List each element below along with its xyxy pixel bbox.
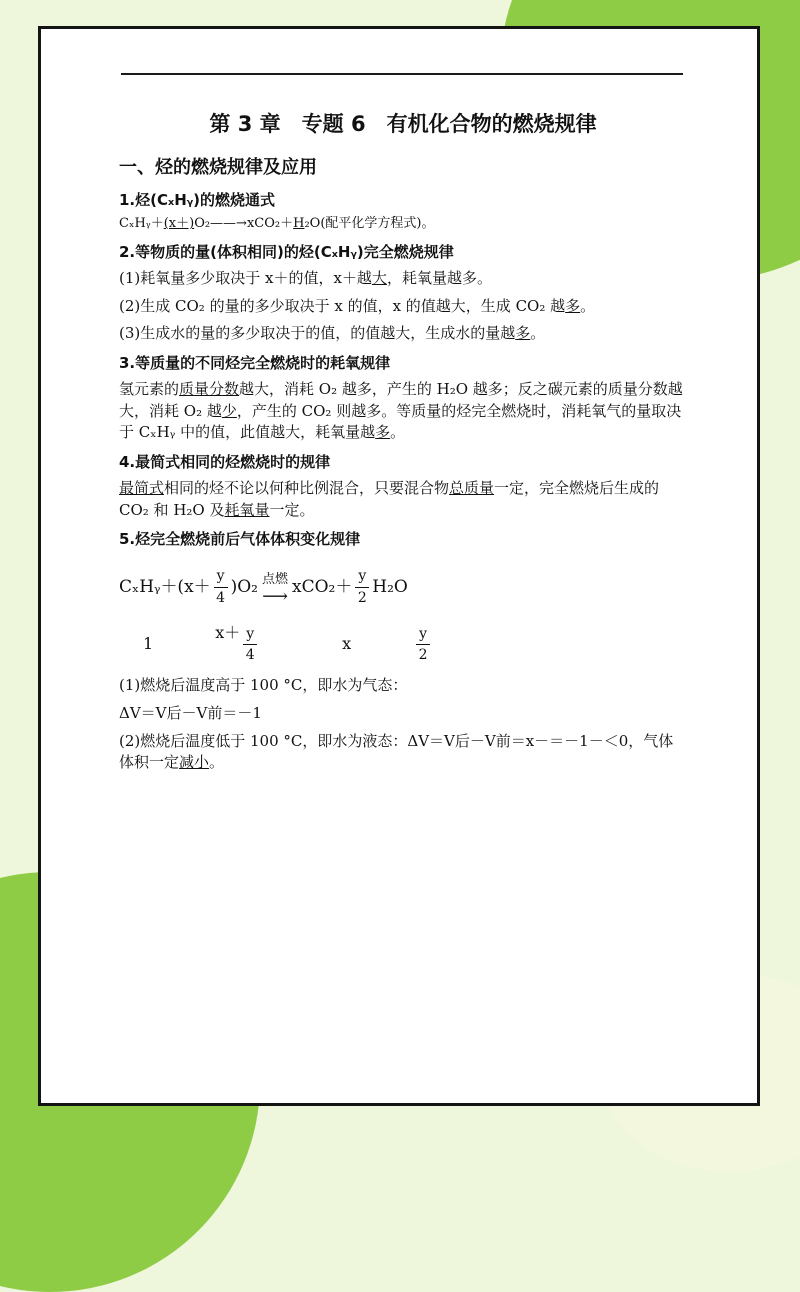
eq-reactant: CₓHᵧ (119, 576, 161, 597)
fraction-denominator: 2 (357, 589, 367, 606)
paragraph-2-3 (119, 323, 687, 345)
general-equation (119, 215, 687, 234)
fraction-numerator: y (243, 624, 257, 645)
text-span: 。 (209, 753, 225, 772)
underlined-blank: 少 (221, 401, 237, 420)
paragraph-5-3 (119, 731, 687, 775)
equation-line (119, 561, 687, 613)
underlined-blank: 大 (371, 268, 387, 287)
subheading-2: 2.等物质的量(体积相同)的烃(CₓHᵧ)完全燃烧规律 (119, 243, 454, 262)
page-title: 第 3 章 专题 6 有机化合物的燃烧规律 (209, 112, 597, 136)
text-span: O₂——→xCO₂＋ (194, 216, 294, 232)
underlined-blank: 多 (565, 296, 581, 315)
reaction-arrow (261, 571, 288, 607)
eq-product: xCO₂＋ (292, 576, 353, 597)
text-span: 。 (530, 324, 546, 343)
underlined-blank: 减小 (179, 753, 210, 772)
subheading-5: 5.烃完全燃烧前后气体体积变化规律 (119, 530, 361, 549)
underlined-blank: 最简式 (119, 478, 165, 497)
fraction-denominator: 4 (245, 647, 255, 664)
subheading-4: 4.最简式相同的烃燃烧时的规律 (119, 453, 331, 472)
text-span: 越大，消耗 O₂ 越多，产生的 H₂O 越多；反之碳元素的质量分数越大，消耗 O₂ 越 (119, 379, 683, 420)
eq-product: H₂O (372, 576, 408, 597)
paragraph-5-1: (1)燃烧后温度高于 100 °C，即水为气态： (119, 676, 408, 695)
text-span: ₂O(配平化学方程式)。 (304, 216, 435, 232)
text-span: (2)生成 CO₂ 的量的多少取决于 x 的值，x 的值越大，生成 CO₂ 越 (119, 296, 566, 315)
fraction-numerator: y (214, 566, 228, 587)
fraction-y-over-2 (416, 624, 430, 666)
text-span: 相同的烃不论以何种比例混合，只要混合物 (164, 478, 450, 497)
paragraph-2-2 (119, 296, 687, 318)
eq-text: ＋(x＋ (160, 576, 211, 597)
text-span: 一定，完全燃烧后生成的 CO₂ 和 H₂O 及 (119, 478, 660, 519)
fraction-y-over-4 (243, 624, 257, 666)
document-page (38, 26, 760, 1106)
coef-2 (215, 621, 260, 666)
subheading-3: 3.等质量的不同烃完全燃烧时的耗氧规律 (119, 354, 391, 373)
paragraph-3 (119, 379, 687, 444)
fraction-denominator: 4 (216, 589, 226, 606)
fraction-y-over-2 (355, 566, 369, 608)
coef-text: x＋ (215, 622, 241, 642)
underlined-blank: 多 (515, 324, 531, 343)
fraction-denominator: 2 (418, 647, 428, 664)
underlined-blank: (x＋) (163, 216, 195, 232)
text-span: (2)燃烧后温度低于 100 °C，即水为液态：ΔV＝V后－V前＝x－＝－1－＜0，气体体积一定 (119, 731, 674, 772)
text-span: (1)耗氧量多少取决于 x＋的值，x＋越 (119, 268, 372, 287)
text-span: 一定。 (269, 500, 315, 519)
fraction-y-over-4 (214, 566, 228, 608)
text-span: 。 (580, 296, 596, 315)
subheading-1: 1.烃(CₓHᵧ)的燃烧通式 (119, 190, 276, 209)
text-span: 氢元素的 (119, 379, 180, 398)
coefficient-line (119, 613, 687, 673)
arrow-icon: ⟶ (262, 585, 288, 607)
underlined-blank: 耗氧量 (224, 500, 270, 519)
eq-text: )O₂ (230, 576, 258, 597)
text-span: CₓHᵧ＋ (119, 216, 164, 232)
text-span: (3)生成水的量的多少取决于的值，的值越大，生成水的量越 (119, 324, 516, 343)
section-heading: 一、烃的燃烧规律及应用 (119, 157, 317, 179)
underlined-blank: H (293, 216, 305, 232)
underlined-blank: 质量分数 (179, 379, 240, 398)
combustion-equation (119, 561, 687, 673)
fraction-numerator: y (416, 624, 430, 645)
text-span: ，耗氧量越多。 (386, 268, 492, 287)
text-span: 。 (390, 423, 406, 442)
reaction-condition: 点燃 (261, 571, 288, 587)
underlined-blank: 多 (375, 423, 391, 442)
coef-4 (413, 621, 433, 666)
underlined-blank: 总质量 (449, 478, 495, 497)
coef-1: 1 (143, 633, 154, 653)
paragraph-4 (119, 478, 687, 522)
paragraph-2-1 (119, 268, 687, 290)
header-rule (121, 73, 683, 75)
text-span: ，产生的 CO₂ 则越多。等质量的烃完全燃烧时，消耗氧气的量取决于 CₓHᵧ 中的值，此值越大，耗氧量越 (119, 401, 682, 442)
paragraph-5-2: ΔV＝V后－V前＝－1 (119, 703, 262, 722)
coef-3: x (342, 633, 352, 653)
fraction-numerator: y (355, 566, 369, 587)
document-content (119, 109, 687, 780)
